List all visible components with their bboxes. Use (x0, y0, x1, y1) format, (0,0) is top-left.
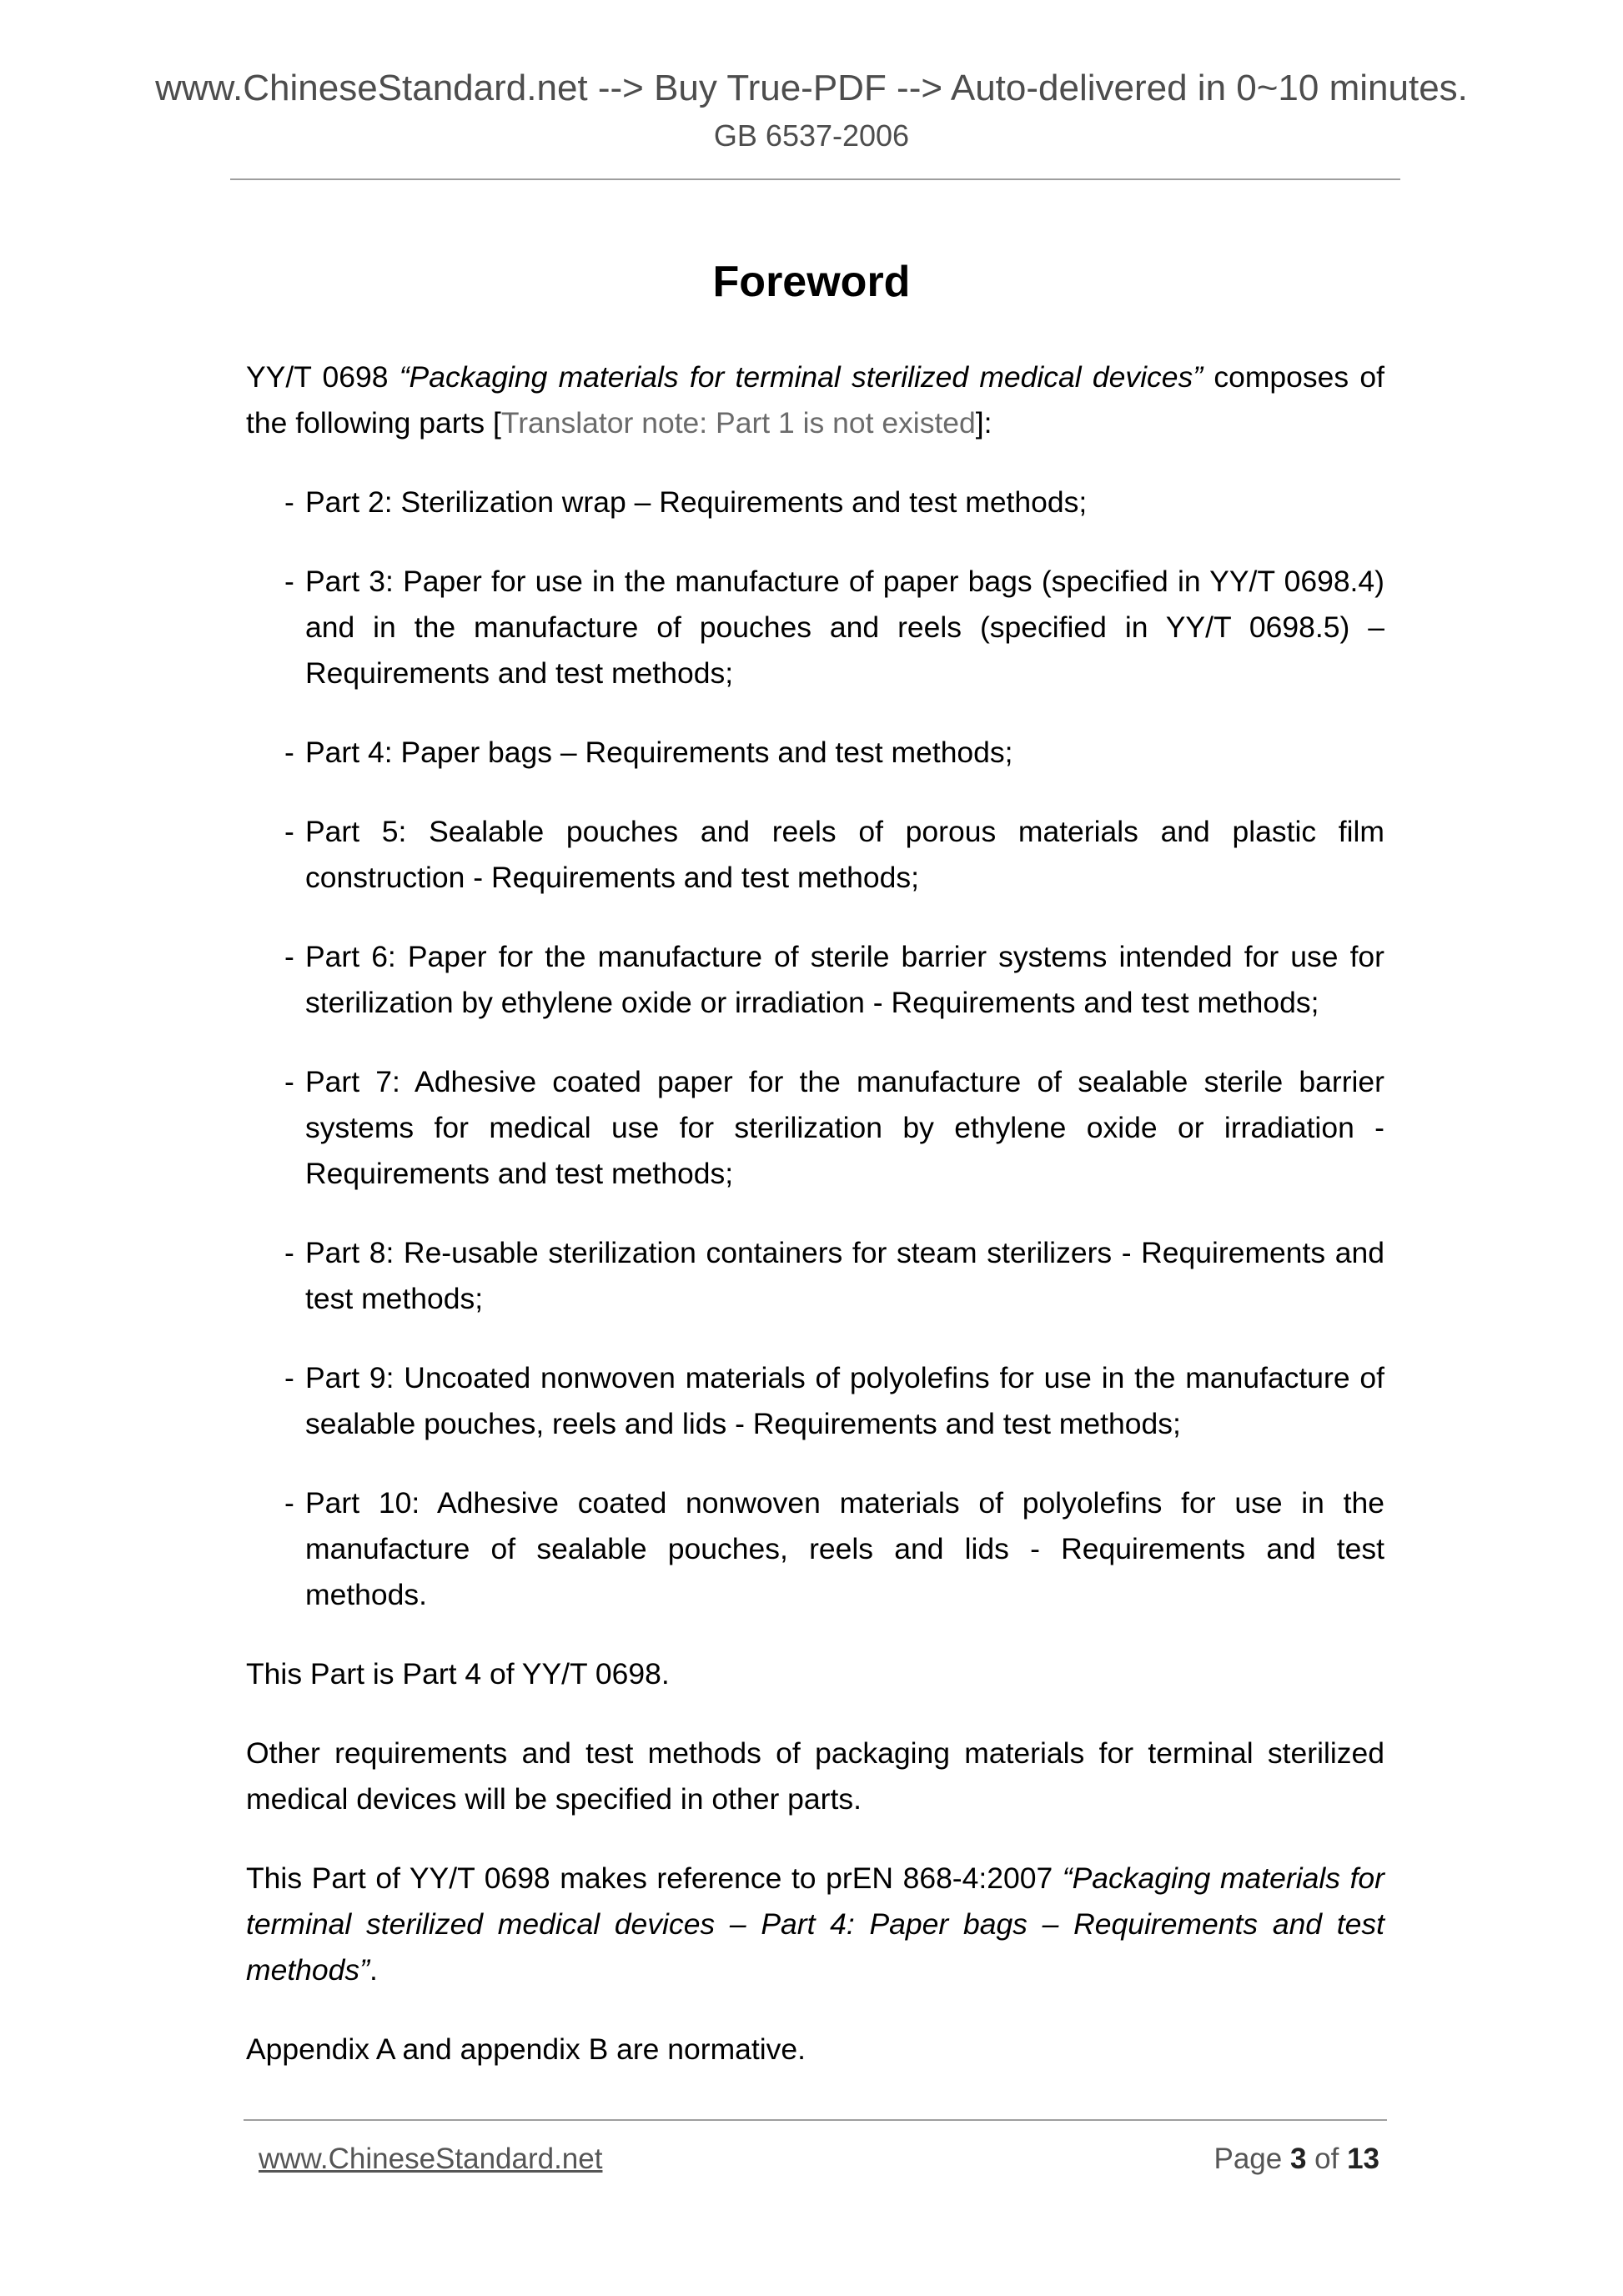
part-text: Part 5: Sealable pouches and reels of porous materials and plastic film construction - Requirements and test methods; (305, 815, 1384, 894)
part-text: Part 6: Paper for the manufacture of sterile barrier systems intended for use for sterilization by ethylene oxide or irradiation - Requirements and test methods; (305, 940, 1384, 1019)
part-text: Part 7: Adhesive coated paper for the manufacture of sealable sterile barrier systems for medical use for sterilization by ethylene oxide or irradiation - Requirements and test methods; (305, 1065, 1384, 1190)
list-item: - Part 3: Paper for use in the manufacture of paper bags (specified in YY/T 0698.4) and in the manufacture of pouches and reels (specified in YY/T 0698.5) – Requirements and test methods; (284, 565, 1384, 690)
page-label: Page (1213, 2143, 1290, 2175)
list-item: - Part 6: Paper for the manufacture of sterile barrier systems intended for use for sterilization by ethylene oxide or irradiation - Requirements and test methods; (284, 940, 1384, 1019)
intro-closing: ]: (975, 406, 992, 440)
list-item: - Part 7: Adhesive coated paper for the manufacture of sealable sterile barrier systems for medical use for sterilization by ethylene oxide or irradiation - Requirements and test methods; (284, 1065, 1384, 1190)
reference-paragraph (246, 1856, 1384, 1993)
part-text: Part 4: Paper bags – Requirements and test methods; (305, 736, 1013, 769)
header-doc-code: GB 6537-2006 (713, 118, 910, 153)
part-text: Part 10: Adhesive coated nonwoven materials of polyolefins for use in the manufacture of sealable pouches, reels and lids - Requirements and test methods. (305, 1486, 1384, 1611)
intro-paragraph (246, 354, 1384, 446)
list-item: - Part 8: Re-usable sterilization containers for steam sterilizers - Requirements and test methods; (284, 1236, 1384, 1315)
part-text: Part 8: Re-usable sterilization containers for steam sterilizers - Requirements and test methods; (305, 1236, 1384, 1315)
translator-note: Translator note: Part 1 is not existed (500, 406, 976, 440)
header-banner: www.ChineseStandard.net --> Buy True-PDF --> Auto-delivered in 0~10 minutes. (155, 68, 1468, 108)
list-item: - Part 2: Sterilization wrap – Requirements and test methods; (284, 485, 1088, 519)
list-item: - Part 4: Paper bags – Requirements and test methods; (284, 736, 1013, 769)
intro-after-title: composes of the following parts [ (246, 360, 1384, 440)
reference-title: “Packaging materials for terminal sterilized medical devices – Part 4: Paper bags – Requirements and test methods” (246, 1861, 1384, 1987)
header-divider (230, 178, 1400, 180)
list-item: - Part 10: Adhesive coated nonwoven materials of polyolefins for use in the manufacture of sealable pouches, reels and lids - Requirements and test methods. (284, 1486, 1384, 1611)
intro-code: YY/T 0698 (246, 360, 399, 394)
page-current: 3 (1289, 2143, 1307, 2175)
list-item: - Part 9: Uncoated nonwoven materials of polyolefins for use in the manufacture of sealable pouches, reels and lids - Requirements and test methods; (284, 1361, 1384, 1440)
page-title: Foreword (712, 258, 911, 306)
document-body (246, 354, 1384, 2072)
footer-divider (244, 2119, 1387, 2121)
other-parts-paragraph: Other requirements and test methods of packaging materials for terminal sterilized medical devices will be specified in other parts. (246, 1736, 1384, 1816)
part-text: Part 2: Sterilization wrap – Requirements and test methods; (305, 485, 1088, 519)
parts-list (246, 480, 1384, 1618)
part-text: Part 9: Uncoated nonwoven materials of polyolefins for use in the manufacture of sealable pouches, reels and lids - Requirements and test methods; (305, 1361, 1384, 1440)
page-total: 13 (1347, 2143, 1379, 2175)
intro-series-title: “Packaging materials for terminal sterilized medical devices” (399, 360, 1203, 394)
reference-before: This Part of YY/T 0698 makes reference to prEN 868-4:2007 (246, 1861, 1063, 1895)
part-statement: This Part is Part 4 of YY/T 0698. (246, 1657, 670, 1691)
page-of: of (1306, 2143, 1348, 2175)
reference-after: . (369, 1953, 378, 1987)
appendix-paragraph: Appendix A and appendix B are normative. (246, 2032, 806, 2066)
page-indicator (1213, 2138, 1379, 2180)
footer-site-link[interactable]: www.ChineseStandard.net (259, 2143, 603, 2175)
part-text: Part 3: Paper for use in the manufacture of paper bags (specified in YY/T 0698.4) and in the manufacture of pouches and reels (specified in YY/T 0698.5) – Requirements and test methods; (305, 565, 1384, 690)
list-item: - Part 5: Sealable pouches and reels of porous materials and plastic film construction - Requirements and test methods; (284, 815, 1384, 894)
